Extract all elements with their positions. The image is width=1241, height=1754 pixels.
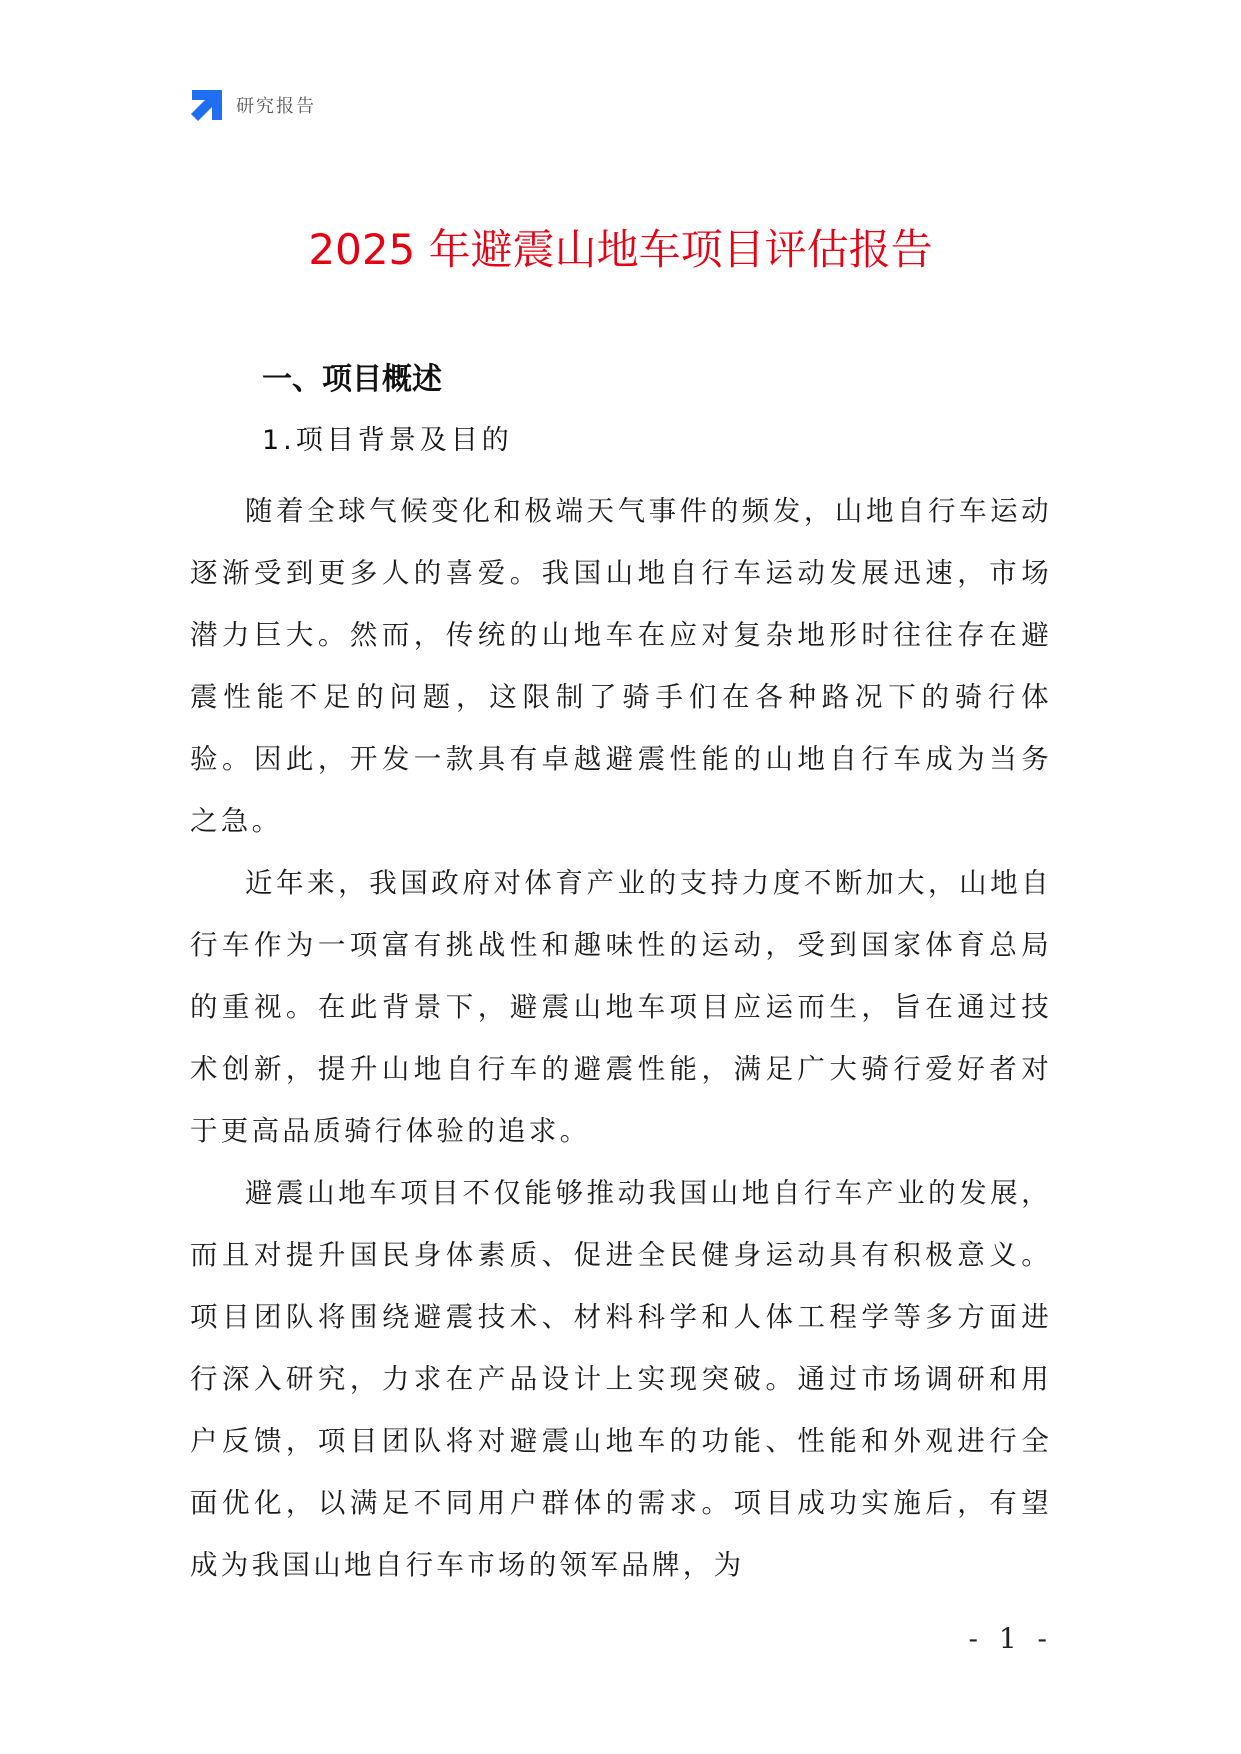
document-title: 2025 年避震山地车项目评估报告	[308, 225, 933, 274]
header-label: 研究报告	[236, 96, 316, 117]
sub-heading: 1.项目背景及目的	[262, 425, 513, 456]
page-header	[190, 88, 316, 122]
page-number: - 1 -	[968, 1622, 1053, 1655]
paragraph: 避震山地车项目不仅能够推动我国山地自行车产业的发展，而且对提升国民身体素质、促进全民健身运动具有积极意义。项目团队将围绕避震技术、材料科学和人体工程学等多方面进行深入研究，力求在产品设计上实现突破。通过市场调研和用户反馈，项目团队将对避震山地车的功能、性能和外观进行全面优化，以满足不同用户群体的需求。项目成功实施后，有望成为我国山地自行车市场的领军品牌，为	[190, 1177, 1052, 1581]
arrow-up-right-icon	[190, 88, 224, 122]
paragraph: 随着全球气候变化和极端天气事件的频发，山地自行车运动逐渐受到更多人的喜爱。我国山地自行车运动发展迅速，市场潜力巨大。然而，传统的山地车在应对复杂地形时往往存在避震性能不足的问题，这限制了骑手们在各种路况下的骑行体验。因此，开发一款具有卓越避震性能的山地自行车成为当务之急。	[190, 495, 1052, 837]
body-text	[190, 480, 1052, 1596]
paragraph: 近年来，我国政府对体育产业的支持力度不断加大，山地自行车作为一项富有挑战性和趣味性的运动，受到国家体育总局的重视。在此背景下，避震山地车项目应运而生，旨在通过技术创新，提升山地自行车的避震性能，满足广大骑行爱好者对于更高品质骑行体验的追求。	[190, 867, 1052, 1147]
section-heading: 一、项目概述	[262, 362, 442, 397]
